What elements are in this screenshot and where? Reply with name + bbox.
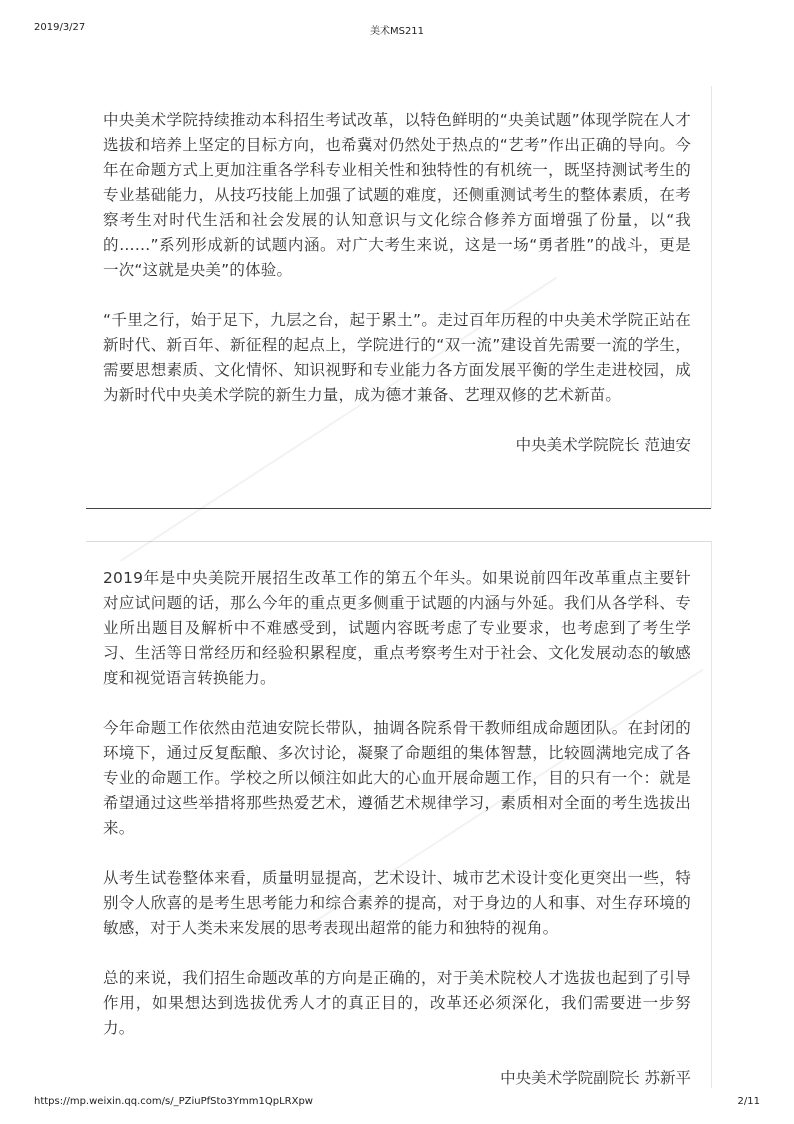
article-section-vice-president — [86, 541, 712, 1089]
paragraph: 今年命题工作依然由范迪安院长带队，抽调各院系骨干教师组成命题团队。在封闭的环境下，通过反复酝酿、多次讨论，凝聚了命题组的集体智慧，比较圆满地完成了各专业的命题工作。学校之所以倾注如此大的心血开展命题工作，目的只有一个：就是希望通过这些举措将那些热爱艺术，遵循艺术规律学习，素质相对全面的考生选拔出来。 — [103, 719, 691, 837]
signature: 中央美术学院院长 范迪安 — [515, 436, 691, 454]
section-divider — [86, 508, 711, 509]
page-number: 2/11 — [737, 1096, 760, 1107]
paragraph: “千里之行，始于足下，九层之台，起于累土”。走过百年历程的中央美术学院正站在新时代、新百年、新征程的起点上，学院进行的“双一流”建设首先需要一流的学生，需要思想素质、文化情怀、知识视野和专业能力各方面发展平衡的学生走进校园，成为新时代中央美术学院的新生力量，成为德才兼备、艺理双修的艺术新苗。 — [103, 311, 691, 404]
print-header — [0, 0, 794, 40]
paragraph: 从考生试卷整体来看，质量明显提高，艺术设计、城市艺术设计变化更突出一些，特别令人欣喜的是考生思考能力和综合素养的提高，对于身边的人和事、对生存环境的敏感，对于人类未来发展的思考表现出超常的能力和独特的视角。 — [103, 869, 691, 937]
print-footer — [0, 1088, 794, 1124]
print-title: 美术MS211 — [369, 26, 425, 37]
article-section-president — [86, 86, 712, 508]
paragraph: 2019年是中央美院开展招生改革工作的第五个年头。如果说前四年改革重点主要针对应试问题的话，那么今年的重点更多侧重于试题的内涵与外延。我们从各学科、专业所出题目及解析中不难感受到，试题内容既考虑了专业要求，也考虑到了考生学习、生活等日常经历和经验积累程度，重点考察考生对于社会、文化发展动态的敏感度和视觉语言转换能力。 — [103, 569, 691, 687]
print-url: https://mp.weixin.qq.com/s/_PZiuPfSto3Ymm1QpLRXpw — [34, 1096, 313, 1107]
signature: 中央美术学院副院长 苏新平 — [500, 1069, 691, 1087]
print-date: 2019/3/27 — [34, 22, 86, 33]
paragraph: 中央美术学院持续推动本科招生考试改革，以特色鲜明的“央美试题”体现学院在人才选拔和培养上坚定的目标方向，也希冀对仍然处于热点的“艺考”作出正确的导向。今年在命题方式上更加注重各学科专业相关性和独特性的有机统一，既坚持测试考生的专业基础能力，从技巧技能上加强了试题的难度，还侧重测试考生的整体素质，在考察考生对时代生活和社会发展的认知意识与文化综合修养方面增强了份量，以“我的……”系列形成新的试题内涵。对广大考生来说，这是一场“勇者胜”的战斗，更是一次“这就是央美”的体验。 — [103, 111, 691, 279]
paragraph: 总的来说，我们招生命题改革的方向是正确的，对于美术院校人才选拔也起到了引导作用，如果想达到选拔优秀人才的真正目的，改革还必须深化，我们需要进一步努力。 — [103, 969, 691, 1037]
